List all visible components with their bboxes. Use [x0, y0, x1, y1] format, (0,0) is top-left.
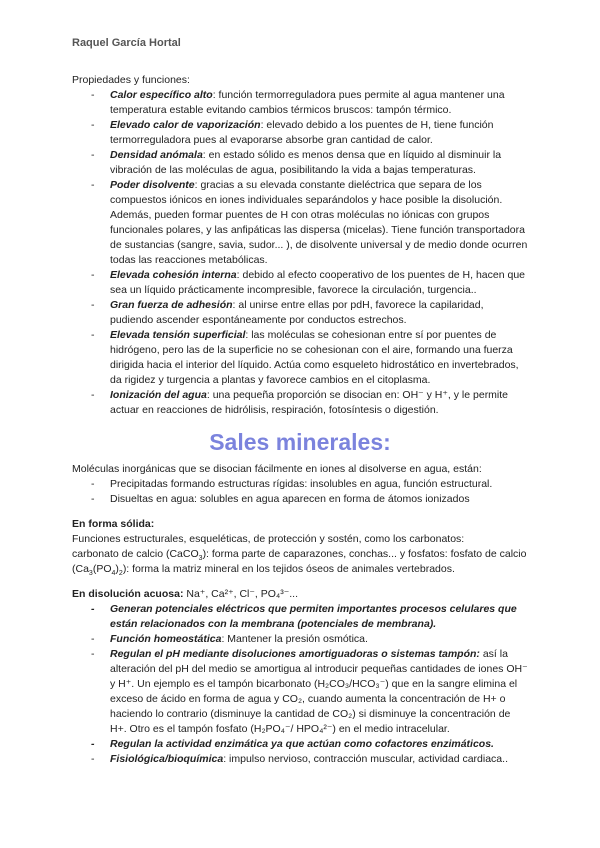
term: Función homeostática [110, 633, 222, 645]
description: : en estado sólido es menos densa que en líquido al disminuir la vibración de las moléculas de agua, posibilitando la vida a bajas temperaturas. [110, 149, 502, 176]
description: : al unirse entre ellas por pdH, favorece la capilaridad, pudiendo ascender espontáneamente por conductos estrechos. [110, 299, 484, 326]
description: : debido al efecto cooperativo de los puentes de H, hacen que sea un líquido prácticamente incompresible, favorece la circulación, turgencia.. [110, 269, 526, 296]
term: Elevada tensión superficial [110, 329, 246, 341]
description: : impulso nervioso, contracción muscular, actividad cardiaca.. [223, 753, 508, 765]
solid-paragraph [72, 532, 528, 577]
list-item [72, 647, 528, 737]
list-item: - Disueltas en agua: solubles en agua aparecen en forma de átomos ionizados [72, 492, 528, 507]
ion-list: Na⁺, Ca²⁺, Cl⁻, PO₄³⁻... [183, 588, 298, 600]
term: Calor específico alto [110, 89, 213, 101]
list-item: - Precipitadas formando estructuras rígidas: insolubles en agua, función estructural. [72, 477, 528, 492]
solid-heading: En forma sólida: [72, 518, 155, 530]
solid-text: carbonato de calcio (CaCO [72, 548, 199, 560]
description: : función termorreguladora pues permite al agua mantener una temperatura estable evitando cambios térmicos bruscos: tampón térmico. [110, 89, 505, 116]
term: Elevado calor de vaporización [110, 119, 261, 131]
list-item [72, 388, 528, 418]
term: Densidad anómala [110, 149, 203, 161]
term: Gran fuerza de adhesión [110, 299, 233, 311]
author-name: Raquel García Hortal [72, 37, 181, 49]
properties-list [72, 88, 528, 418]
term: Fisiológica/bioquímica [110, 753, 224, 765]
term: Elevada cohesión interna [110, 269, 237, 281]
list-item: - Regulan la actividad enzimática ya que actúan como cofactores enzimáticos. [72, 737, 528, 752]
list-item [72, 178, 528, 268]
term: Poder disolvente [110, 179, 195, 191]
aqueous-heading [72, 587, 528, 602]
list-item [72, 268, 528, 298]
term: Regulan el pH mediante disoluciones amortiguadoras o sistemas tampón: [110, 648, 480, 660]
subscript: 3 [198, 555, 203, 563]
subscript: 2 [118, 570, 123, 578]
aqueous-list [72, 602, 528, 767]
sales-list [72, 477, 528, 507]
list-item [72, 148, 528, 178]
description: : elevado debido a los puentes de H, tiene función termorreguladora pues al evaporarse absorbe gran cantidad de calor. [110, 119, 494, 146]
list-item [72, 298, 528, 328]
solid-text: ): forma la matriz mineral en los tejidos óseos de animales vertebrados. [122, 563, 455, 575]
solid-text: ) [115, 563, 119, 575]
list-item [72, 328, 528, 388]
sales-title: Sales minerales: [209, 429, 391, 455]
solid-text: ): forma parte de caparazones, conchas... y fosfatos: fosfato de calcio (Ca [72, 548, 527, 575]
description: : las moléculas se cohesionan entre sí por puentes de hidrógeno, pero las de la superficie no se cohesionan con el aire, formando una fuerza dirigida hacia el interior del líquido. Actúa como esqueleto hidrostático en invertebrados, da rigidez y turgencia a plantas y favorece cambios en el citoplasma. [110, 329, 519, 386]
solid-text: Funciones estructurales, esqueléticas, de protección y sostén, como los carbonatos: [72, 533, 465, 545]
list-item [72, 752, 528, 767]
subscript: 3 [88, 570, 93, 578]
aqueous-heading-label: En disolución acuosa: [72, 588, 184, 600]
document-body [72, 73, 528, 767]
list-item [72, 632, 528, 647]
list-item [72, 118, 528, 148]
description: : gracias a su elevada constante dieléctrica que separa de los compuestos iónicos en iones individuales separándolos y hace posible la disolución. Además, pueden formar puentes de H con otras moléculas no iónicas con grupos funcionales polares, y las anfipáticas las dispersa (micelas). Tiene función transportadora de sustancias (sangre, savia, sudor... ), de disolvente universal y de medio donde ocurren todas las reacciones metabólicas. [110, 179, 528, 266]
subscript: 4 [111, 570, 116, 578]
description: : Mantener la presión osmótica. [221, 633, 368, 645]
properties-heading: Propiedades y funciones: [72, 74, 190, 86]
term: Ionización del agua [110, 389, 207, 401]
list-item: - Generan potenciales eléctricos que permiten importantes procesos celulares que están relacionados con la membrana (potenciales de membrana). [72, 602, 528, 632]
solid-text: (PO [92, 563, 112, 575]
description: así la alteración del pH del medio se amortigua al introducir pequeñas cantidades de iones OH⁻ y H⁺. Un ejemplo es el tampón bicarbonato (H₂CO₃/HCO₃⁻) que en la sangre elimina el exceso de ácido en forma de agua y CO₂, cuando aumenta la concentración de H+ o haciendo lo contrario (disminuye la cantidad de CO₂) si disminuye la concentración de H+. Otro es el tampón fosfato (H₂PO₄⁻/ HPO₄²⁻) en el medio intracelular. [110, 648, 528, 735]
description: : una pequeña proporción se disocian en: OH⁻ y H⁺, y le permite actuar en reacciones de hidrólisis, respiración, fotosíntesis o digestión. [110, 389, 509, 416]
sales-intro: Moléculas inorgánicas que se disocian fácilmente en iones al disolverse en agua, están: [72, 463, 482, 475]
list-item [72, 88, 528, 118]
